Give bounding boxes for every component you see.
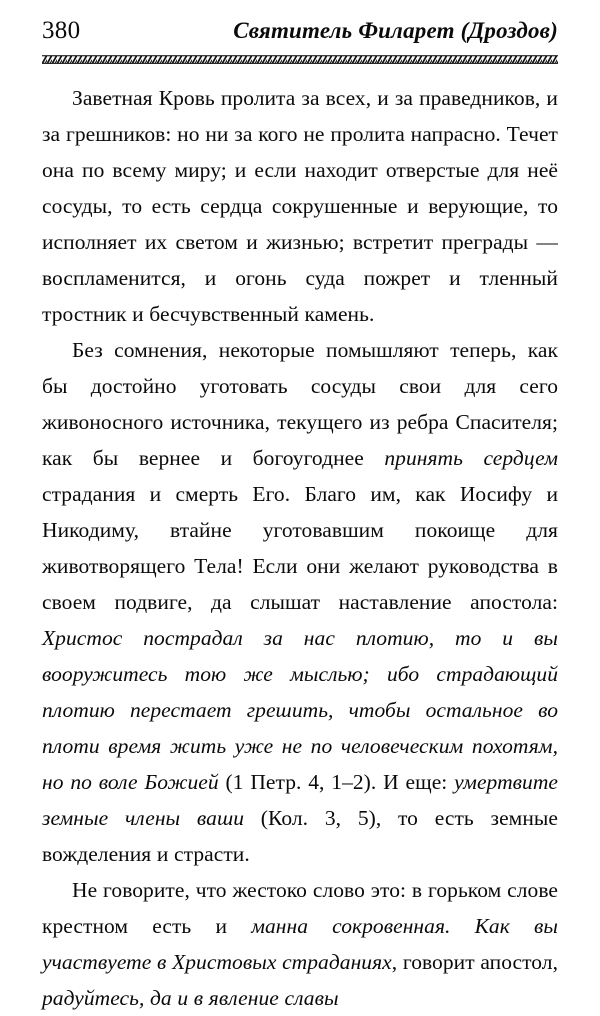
scripture-quote: умертвите земные члены ваши: [42, 770, 558, 830]
page-text-body: [42, 80, 559, 1010]
scripture-quote: принять сердцем: [384, 446, 558, 470]
scripture-quote: манна сокровенная. Как вы участвуете в Христовых страданиях: [42, 914, 558, 974]
scripture-quote: радуйтесь, да и в явление славы: [42, 986, 339, 1010]
braided-rule-ornament-icon: [42, 55, 558, 64]
paragraph-2: Без сомнения, некоторые помышляют теперь, как бы достойно уготовать сосуды свои для сего живоносного источника, текущего из ребра Спасителя; как бы вернее и богоугоднее принять сердцем страдания и смерть Его. Благо им, как Иосифу и Никодиму, втайне уготовавшим покоище для животворящего Тела! Если они желают руководства в своем подвиге, да слышат наставление апостола: Христос пострадал за нас плотию, то и вы вооружитесь тою же мыслью; ибо страдающий плотию перестает грешить, чтобы остальное во плоти время жить уже не по человеческим похотям, но по воле Божией (1 Петр. 4, 1–2). И еще: умертвите земные члены ваши (Кол. 3, 5), то есть земные вожделения и страсти.: [42, 338, 558, 866]
paragraph-1: Заветная Кровь пролита за всех, и за праведников, и за грешников: но ни за кого не пролита напрасно. Течет она по всему миру; и если находит отверстые для неё сосуды, то есть сердца сокрушенные и верующие, то исполняет их светом и жизнью; встретит преграды — воспламенится, и огонь суда пожрет и тленный тростник и бесчувственный камень.: [42, 86, 558, 326]
running-title: Святитель Филарет (Дроздов): [233, 18, 558, 43]
scripture-quote: Христос пострадал за нас плотию, то и вы вооружитесь тою же мыслью; ибо страдающий плотию перестает грешить, чтобы остальное во плоти время жить уже не по человеческим похотям, но по воле Божией: [42, 626, 558, 794]
paragraph-3: Не говорите, что жестоко слово это: в горьком слове крестном есть и манна сокровенная. Как вы участвуете в Христовых страданиях, говорит апостол, радуйтесь, да и в явление славы: [42, 878, 559, 1010]
running-head: [42, 17, 558, 47]
page-number: 380: [42, 17, 81, 44]
